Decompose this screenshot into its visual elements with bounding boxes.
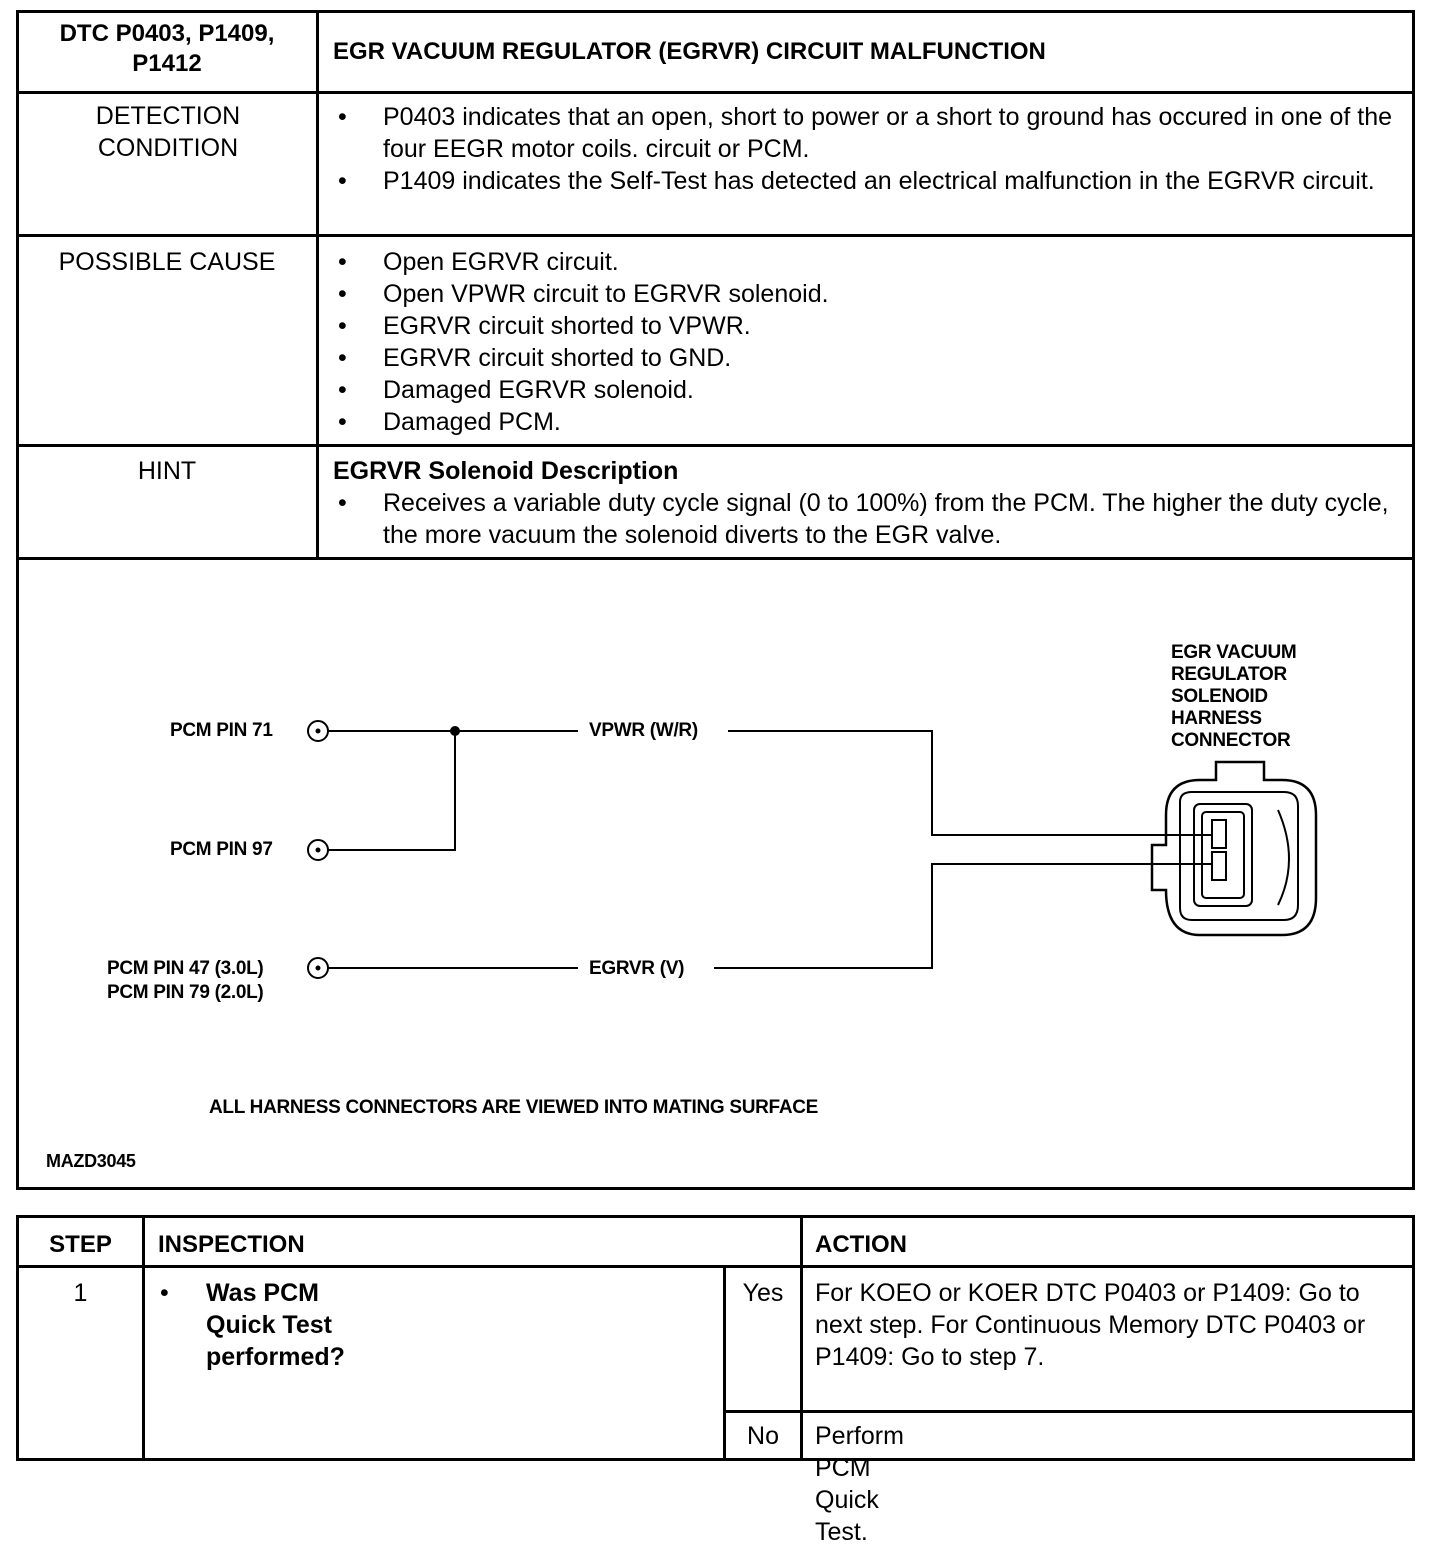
column-divider bbox=[800, 1215, 803, 1461]
list-item: • Receives a variable duty cycle signal (0 to 100%) from the PCM. The higher the duty cycle, the more vacuum the solenoid diverts to the EGR valve. bbox=[333, 487, 1405, 551]
step-header: STEP bbox=[49, 1231, 112, 1258]
pin-79-label: PCM PIN 79 (2.0L) bbox=[107, 982, 264, 1003]
pin-97-jumper bbox=[328, 731, 455, 850]
inspection-header: INSPECTION bbox=[158, 1231, 305, 1258]
list-item: • EGRVR circuit shorted to VPWR. bbox=[333, 310, 1405, 342]
egrvr-wire-label: EGRVR (V) bbox=[589, 958, 685, 979]
inspection-question: Was PCM Quick Test performed? bbox=[206, 1279, 345, 1371]
list-item: • Open VPWR circuit to EGRVR solenoid. bbox=[333, 278, 1405, 310]
diagram-footnote: ALL HARNESS CONNECTORS ARE VIEWED INTO MATING SURFACE bbox=[209, 1097, 819, 1118]
list-item: • EGRVR circuit shorted to GND. bbox=[333, 342, 1405, 374]
pin-97-label: PCM PIN 97 bbox=[170, 839, 273, 860]
dtc-title: EGR VACUUM REGULATOR (EGRVR) CIRCUIT MALFUNCTION bbox=[333, 38, 1046, 65]
action-header: ACTION bbox=[815, 1231, 907, 1258]
pin-71-label: PCM PIN 71 bbox=[170, 720, 273, 741]
no-label: No bbox=[747, 1422, 779, 1450]
no-action: Perform PCM Quick Test. bbox=[815, 1422, 904, 1546]
yes-action: For KOEO or KOER DTC P0403 or P1409: Go to next step. For Continuous Memory DTC P0403 or P1409: Go to step 7. bbox=[815, 1279, 1366, 1371]
pin-47-label: PCM PIN 47 (3.0L) bbox=[107, 958, 264, 979]
vpwr-wire-label: VPWR (W/R) bbox=[589, 720, 698, 741]
yes-label: Yes bbox=[742, 1279, 784, 1307]
hint-heading: EGRVR Solenoid Description bbox=[333, 457, 679, 485]
row-divider bbox=[16, 1265, 1415, 1268]
column-divider bbox=[142, 1215, 145, 1461]
list-item: • P1409 indicates the Self-Test has detected an electrical malfunction in the EGRVR circuit. bbox=[333, 165, 1405, 197]
splice-dot bbox=[450, 726, 460, 736]
list-item: • Open EGRVR circuit. bbox=[333, 246, 1405, 278]
egrvr-wire bbox=[714, 864, 1212, 968]
step-number: 1 bbox=[73, 1279, 88, 1307]
list-item: • Damaged EGRVR solenoid. bbox=[333, 374, 1405, 406]
figure-id: MAZD3045 bbox=[46, 1151, 136, 1171]
harness-connector-icon bbox=[1152, 762, 1316, 935]
row-divider bbox=[723, 1410, 1415, 1413]
connector-label: EGR VACUUM REGULATOR SOLENOID HARNESS CONNECTOR bbox=[1171, 642, 1297, 751]
vpwr-wire bbox=[728, 731, 1212, 835]
list-item: • P0403 indicates that an open, short to power or a short to ground has occured in one of the four EEGR motor coils. circuit or PCM. bbox=[333, 101, 1405, 165]
possible-cause-label: POSSIBLE CAUSE bbox=[58, 248, 276, 276]
bullet-glyph: • bbox=[160, 1279, 169, 1307]
hint-label: HINT bbox=[137, 457, 197, 485]
detection-condition-label: DETECTION CONDITION bbox=[95, 102, 241, 162]
dtc-codes: DTC P0403, P1409, P1412 bbox=[59, 20, 275, 77]
list-item: • Damaged PCM. bbox=[333, 406, 1405, 438]
